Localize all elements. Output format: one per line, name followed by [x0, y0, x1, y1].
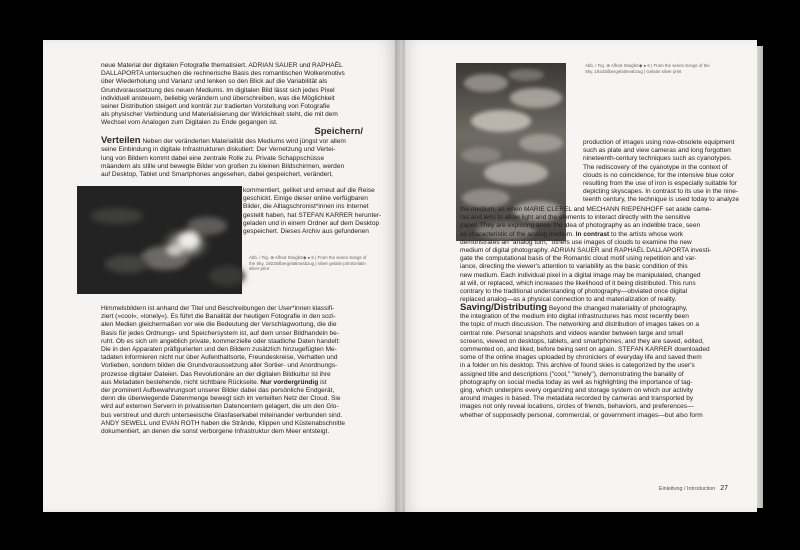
text-line: Basis für jedes Ordnungs- und Speichersystem ist, auf dem unser Bildhandeln be- [101, 329, 339, 337]
right-text-block-1 [583, 139, 740, 205]
text-line: ziert (»cool«, »lonely«). Es führt die Banalität der heutigen Fotografie in den sozi- [101, 313, 336, 321]
text-line: paper. They are exploring anew the idea of photography as an indelible trace, seen [460, 222, 701, 230]
text-line: resulting from the use of iron is especially suitable for [583, 180, 737, 188]
book-spread [43, 40, 757, 512]
text-line: the topic of much discussion. The networking and distribution of images takes on a [460, 321, 699, 329]
text-line: Silbergelatineabzug | Gelatin silver print [604, 68, 682, 74]
left-text-block-4 [101, 305, 363, 387]
text-line: über Wiederholung und Varianz und lenken so den Blick auf die Variabilität als [101, 78, 328, 86]
text-line: DALLAPORTA untersuchen die rechnerische Basis des romantischen Wolkenmotivs [101, 70, 345, 78]
text-line: the integration of the medium into digital infrastructures has most recently been [460, 313, 689, 321]
text-line: commented on, and liked, before being sent on again. STEFAN KARRER downloaded [460, 346, 710, 354]
text-line: alen Medien gleichermaßen vor wie die Bedeutung der Verschlagwortung, die die [101, 321, 337, 329]
text-line: bus verstreut und durch unterseeische Glasfaserkabel miteinander verbunden sind. [101, 411, 343, 419]
text-line: dokumentiert, an denen die sonst verborgene Infrastruktur dem Meer entsteigt. [101, 428, 330, 436]
text-line: screens, viewed on desktops, tablets, and smartphones, and they are saved, edited, [460, 337, 704, 345]
text-line: denn die überwiegende Datenmenge bewegt sich im verteilten Netz der Cloud. Sie [101, 395, 341, 403]
text-line: contrary to the traditional understanding of photography—obviated once digital [460, 288, 688, 296]
text-line: new medium. Each individual pixel in a digital image may be manipulated, changed [460, 271, 701, 279]
text-line: gestellt haben, hat STEFAN KARRER herunter- [243, 211, 382, 219]
text-line: Neben der veränderten Materialität des Mediums wird jüngst vor allem [142, 138, 346, 146]
section-heading-verteilen: Verteilen [101, 135, 141, 147]
text-line: demonstrates an "analog turn," others use images of clouds to examine the new [460, 238, 692, 246]
section-heading-saving-distributing: Saving/Distributing [460, 302, 548, 313]
text-line: gate the computational basis of the Romantic cloud motif using repetition and var- [460, 255, 697, 263]
section-heading-speichern: Speichern/ [314, 126, 363, 137]
text-line: geladen und in einem Ordner auf dem Desktop [243, 219, 380, 227]
text-line: Vorlieben, sondern bilden die Grundvoraussetzung aller Sortier- und Anordnungs- [101, 362, 338, 370]
text-line: seiner Distribution steigert und konträr zur tradierten Vorstellung von Fotografie [101, 103, 330, 111]
left-text-block-1 [101, 62, 363, 128]
text-line: teenth century, the technique is used today to analyze [583, 196, 740, 204]
page-edge [757, 46, 763, 508]
right-text-block-3: Saving/Distributing Beyond the changed materiality of photography, the integration of the medium into digital infrastructures has most recently been the topic of much discussion. The networking and distribution of images takes on a central role. Personal snapshots and videos wander between large and small screens, viewed on desktops, tablets, and smartphones, and they are saved, edited, commented on, and liked, before being sent on again. STEFAN KARRER downloaded some of the online images uploaded by chroniclers of everyday life and saved them in a folder on his desktop. This archive of found skies is categorized by the user's assigned title and descriptions ("cool," "lonely"), demonstrating the banality of photography on social media today as well as highlighting the importance of tag- ging, which underpins every organizing and storage system on which our activity around images is based. The metadata recorded by cameras and transported by images not only reveal locations, circles of friends, behaviors, and preferences— whether of supposedly personal, commercial, or government images—but also form [460, 304, 725, 420]
text-line: gespeichert. Dieses Archiv aus gefundenen [243, 228, 369, 236]
text-line: Himmelsbildern ist anhand der Titel und Beschreibungen der User*innen klassifi- [101, 305, 335, 312]
text-line: tadaten informieren nicht nur über Aufenthaltsorte, Freundeskreise, Verhalten und [101, 354, 338, 362]
left-text-block-2 [101, 128, 363, 179]
left-text-block-5 [101, 387, 363, 436]
text-line: seine Einbindung in digitale Infrastrukturen diskutiert: Der Vernetzung und Vertei- [101, 146, 336, 154]
text-line: production of images using now-obsolete equipment [583, 139, 735, 146]
text-line: individuell ansteuern, beliebig verändern und überschreiben, was die Möglichkeit [101, 94, 335, 102]
text-line: als physischer Verbindung und Materialisierung der Wirklichkeit steht, die mit dem [101, 111, 338, 119]
text-line: der prominent Aufbewahrungsort unserer Bilder dabei das persönliche Endgerät, [101, 387, 335, 394]
text-line: nineteenth-century techniques such as cyanotypes. [583, 155, 732, 163]
text-line: as characteristic of the analog medium. [460, 230, 574, 238]
nur-vordergruendig-bold: Nur vordergründig [260, 378, 319, 386]
text-line: Abb. / Fig. ⊕ Alfred Stieglitz [249, 255, 303, 260]
text-line: Gelatin silver print [249, 260, 366, 272]
text-line: at will, or replaced, which increases the likelihood of it being distributed. This runs [460, 279, 696, 287]
text-line: Bilder, die Alltagschronist*innen ins Internet [243, 203, 369, 211]
text-line: aus Metadaten bestehende, nicht sichtbare Rückseite. [101, 378, 259, 386]
text-line: around images is based. The metadata recorded by cameras and transported by [460, 395, 694, 403]
text-line: clouds is no coincidence, for the intensive blue color [583, 171, 735, 179]
text-line: prozesse digitaler Dateien. Das Revolutionäre an der digitalen Bildkultur ist ihre [101, 370, 331, 378]
text-line: such as plate and view cameras and long forgotten [583, 147, 731, 155]
in-contrast-bold: In contrast [575, 230, 610, 238]
right-page [400, 40, 757, 512]
text-line: some of the online images uploaded by chroniclers of everyday life and saved them [460, 354, 702, 362]
text-line: Abb. / Fig. ⊕ Alfred Stieglitz [585, 63, 639, 68]
footer-label: Einleitung / Introduction [658, 486, 716, 492]
text-line: Grundvoraussetzung des neuen Mediums. Im digitalen Bild lässt sich jedes Pixel [101, 86, 335, 94]
page-number: 27 [720, 485, 728, 492]
text-line: replaced analog—as a physical connection to and materialization of reality. [460, 296, 677, 304]
left-text-block-3 [243, 187, 382, 236]
text-line: ging, which underpins every organizing and storage system on which our activity [460, 387, 693, 395]
book-gutter [395, 40, 405, 512]
text-line: images not only reveal locations, circles of friends, behaviors, and preferences— [460, 403, 694, 411]
text-line: geschickt. Einige dieser online verfügbaren [243, 195, 368, 203]
right-photo-caption [585, 63, 715, 74]
text-line: ras and lens to allow light and the elements to interact directly with the sensitive [460, 214, 691, 222]
text-line: in a folder on his desktop. This archive of found skies is categorized by the user's [460, 362, 695, 370]
text-line: ◆ ● 6 | From the series Songs of the Sky, 1924 [585, 63, 710, 74]
bold-tail: ist [320, 378, 327, 386]
text-line: auf Desktop, Tablet und Smartphones angesehen, dabei gespeichert, verändert, [101, 171, 334, 179]
text-line: depicting skyscapes. In contrast to its use in the nine- [583, 188, 739, 196]
text-line: whether of supposedly personal, commercial, or government images—but also form [460, 411, 703, 419]
text-line: photography on social media today as well as highlighting the importance of tag- [460, 378, 693, 386]
text-line: iance, directing the viewer's attention to variability as the basic condition of this [460, 263, 688, 271]
text-line: medium of digital photography. ADRIAN SAUER and RAPHAËL DALLAPORTA investi- [460, 247, 712, 255]
text-line: mäandern als stille und bewegte Bilder von großen zu kleinen Bildschirmen, werden [101, 162, 345, 170]
text-line: Silbergelatineabzug | silver gelatin print [275, 260, 352, 266]
text-line: lung von Bildern kommt dabei eine zentrale Rolle zu. Private Schappschüsse [101, 154, 325, 162]
cloud-photo-left-image [77, 186, 242, 294]
text-line: The rediscovery of the cyanotype in the context of [583, 163, 728, 171]
text-line: central role. Personal snapshots and videos wander between large and small [460, 329, 684, 337]
page-footer [628, 485, 728, 492]
text-line: Die in den Apparaten präfigurierten und den Bildern zusätzlich hinzugefügten Me- [101, 346, 337, 354]
text-line: neue Material der digitalen Fotografie thematisiert. ADRIAN SAUER und RAPHAËL [101, 62, 343, 69]
right-text-block-2: the medium, as when MARIE CLEREL and MECHANN RIEPENHOFF set aside came- ras and lens to allow light and the elements to interact directly with the sensitive paper. They are exploring anew the idea of photography as an indelible trace, seen as characteristic of the analog medium. In contrast to the artists whose work demonstrates an "analog turn," others use images of clouds to examine the new medium of digital photography. ADRIAN SAUER and RAPHAËL DALLAPORTA investi- gate the computational basis of the Romantic cloud motif using repetition and var- iance, directing the viewer's attention to variability as the basic condition of this new medium. Each individual pixel in a digital image may be manipulated, changed at will, or replaced, which increases the likelihood of it being distributed. This runs contrary to the traditional understanding of photography—obviated once digital replaced analog—as a physical connection to and materialization of reality. [460, 206, 725, 304]
text-line: the medium, as when MARIE CLEREL and MECHANN RIEPENHOFF set aside came- [460, 206, 712, 213]
text-line: kommentiert, geliket und erneut auf die Reise [243, 187, 375, 194]
text-line: ANDY SEWELL und EVAN ROTH haben die Strände, Klippen und Küstenabschnitte [101, 419, 346, 427]
text-line: ruht. Ob es sich um angeblich private, kommerzielle oder staatliche Daten handelt: [101, 337, 341, 345]
left-page [43, 40, 400, 512]
left-photo-caption [249, 255, 369, 272]
text-line: Wechsel vom Analogen zum Digitalen zu Ende gegangen ist. [101, 119, 278, 127]
cloud-photo-left [77, 186, 242, 294]
text-line: ◆ ● 5 | From the series Songs of the Sky, 1923 [249, 255, 367, 266]
text-line: assigned title and descriptions ("cool," "lonely"), demonstrating the banality of [460, 370, 684, 378]
text-line: wird auf externen Servern in privatisierten Datencentern gelagert, die um den Glo- [101, 403, 339, 411]
